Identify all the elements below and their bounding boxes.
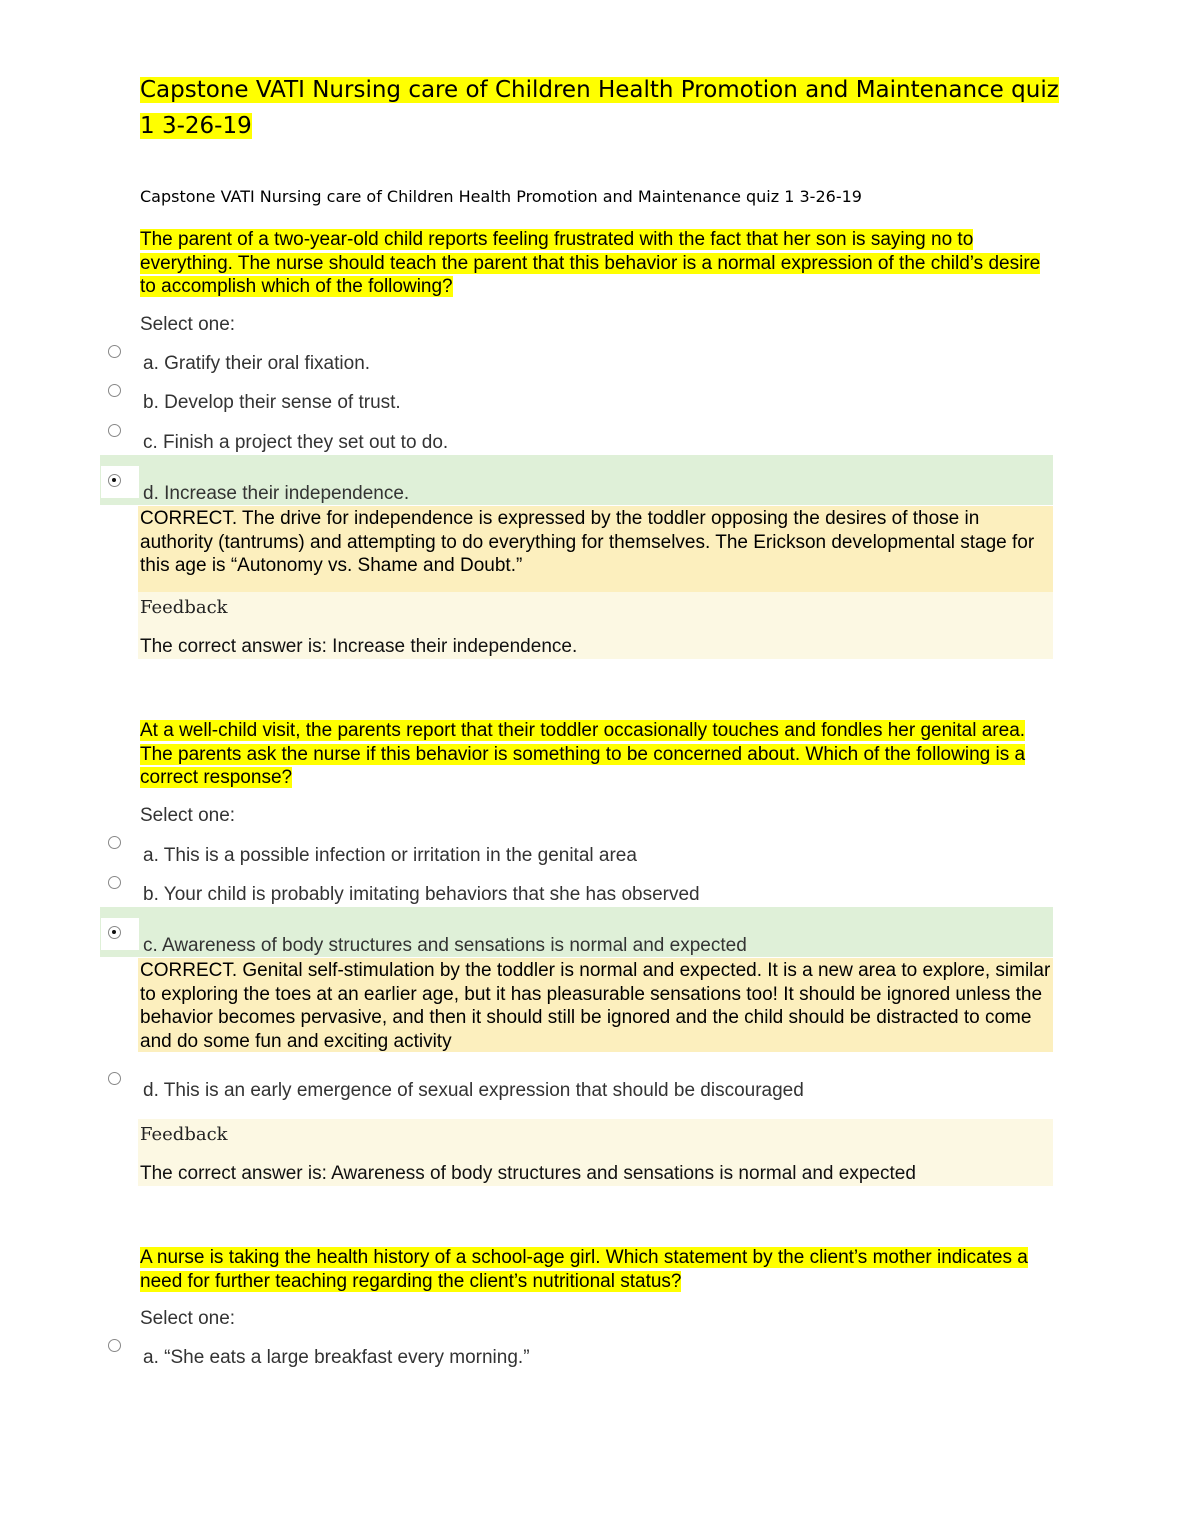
select-one-label: Select one: bbox=[140, 314, 236, 335]
answer-rationale: CORRECT. Genital self-stimulation by the toddler is normal and expected. It is a new area to explore, similar to exploring the toes at an earlier age, but it has pleasurable sensations too! It should be ignored unless the behavior becomes pervasive, and then it should still be ignored and the child should be distracted to come and do some fun and exciting activity bbox=[138, 958, 1053, 1052]
answer-option-c[interactable]: c. Finish a project they set out to do. bbox=[143, 432, 449, 453]
question-1-stem: The parent of a two-year-old child reports feeling frustrated with the fact that her son is saying no to everything. The nurse should teach the parent that this behavior is a normal expression of the child’s desire to accomplish which of the following? bbox=[140, 229, 1041, 297]
answer-option-c[interactable]: c. Awareness of body structures and sensations is normal and expected bbox=[143, 935, 747, 956]
answer-option-a[interactable]: a. Gratify their oral fixation. bbox=[143, 353, 371, 374]
feedback-panel bbox=[138, 1119, 1053, 1186]
answer-option-a[interactable]: a. “She eats a large breakfast every morning.” bbox=[143, 1347, 530, 1368]
radio-button-selected[interactable] bbox=[108, 926, 121, 939]
question-2-text bbox=[140, 719, 1055, 790]
answer-option-b[interactable]: b. Your child is probably imitating behaviors that she has observed bbox=[143, 884, 700, 905]
select-one-label: Select one: bbox=[140, 1308, 236, 1329]
radio-button[interactable] bbox=[108, 384, 121, 397]
radio-button[interactable] bbox=[108, 424, 121, 437]
radio-button[interactable] bbox=[108, 876, 121, 889]
answer-option-d[interactable]: d. This is an early emergence of sexual expression that should be discouraged bbox=[143, 1080, 804, 1101]
answer-option-a[interactable]: a. This is a possible infection or irritation in the genital area bbox=[143, 845, 637, 866]
radio-button[interactable] bbox=[108, 1339, 121, 1352]
feedback-heading: Feedback bbox=[140, 597, 228, 618]
correct-answer-text: The correct answer is: Increase their independence. bbox=[140, 636, 578, 657]
radio-button[interactable] bbox=[108, 345, 121, 358]
correct-answer-text: The correct answer is: Awareness of body structures and sensations is normal and expected bbox=[140, 1163, 916, 1184]
radio-button[interactable] bbox=[108, 836, 121, 849]
feedback-heading: Feedback bbox=[140, 1124, 228, 1145]
answer-option-d[interactable]: d. Increase their independence. bbox=[143, 483, 410, 504]
question-3-stem: A nurse is taking the health history of a school-age girl. Which statement by the client’s mother indicates a need for further teaching regarding the client’s nutritional status? bbox=[140, 1247, 1028, 1292]
document-subtitle: Capstone VATI Nursing care of Children Health Promotion and Maintenance quiz 1 3-26-19 bbox=[140, 187, 862, 206]
question-1-text bbox=[140, 228, 1055, 299]
question-2-stem: At a well-child visit, the parents report that their toddler occasionally touches and fondles her genital area. The parents ask the nurse if this behavior is something to be concerned about. Which of the following is a correct response? bbox=[140, 720, 1026, 788]
document-title-text: Capstone VATI Nursing care of Children Health Promotion and Maintenance quiz 1 3-26-19 bbox=[140, 77, 1059, 139]
select-one-label: Select one: bbox=[140, 805, 236, 826]
answer-option-b[interactable]: b. Develop their sense of trust. bbox=[143, 392, 401, 413]
feedback-panel bbox=[138, 592, 1053, 659]
radio-button-selected[interactable] bbox=[108, 474, 121, 487]
radio-button[interactable] bbox=[108, 1072, 121, 1085]
answer-rationale: CORRECT. The drive for independence is expressed by the toddler opposing the desires of those in authority (tantrums) and attempting to do everything for themselves. The Erickson developmental stage for this age is “Autonomy vs. Shame and Doubt.” bbox=[138, 506, 1053, 592]
document-title bbox=[140, 72, 1070, 144]
question-3-text bbox=[140, 1246, 1055, 1293]
